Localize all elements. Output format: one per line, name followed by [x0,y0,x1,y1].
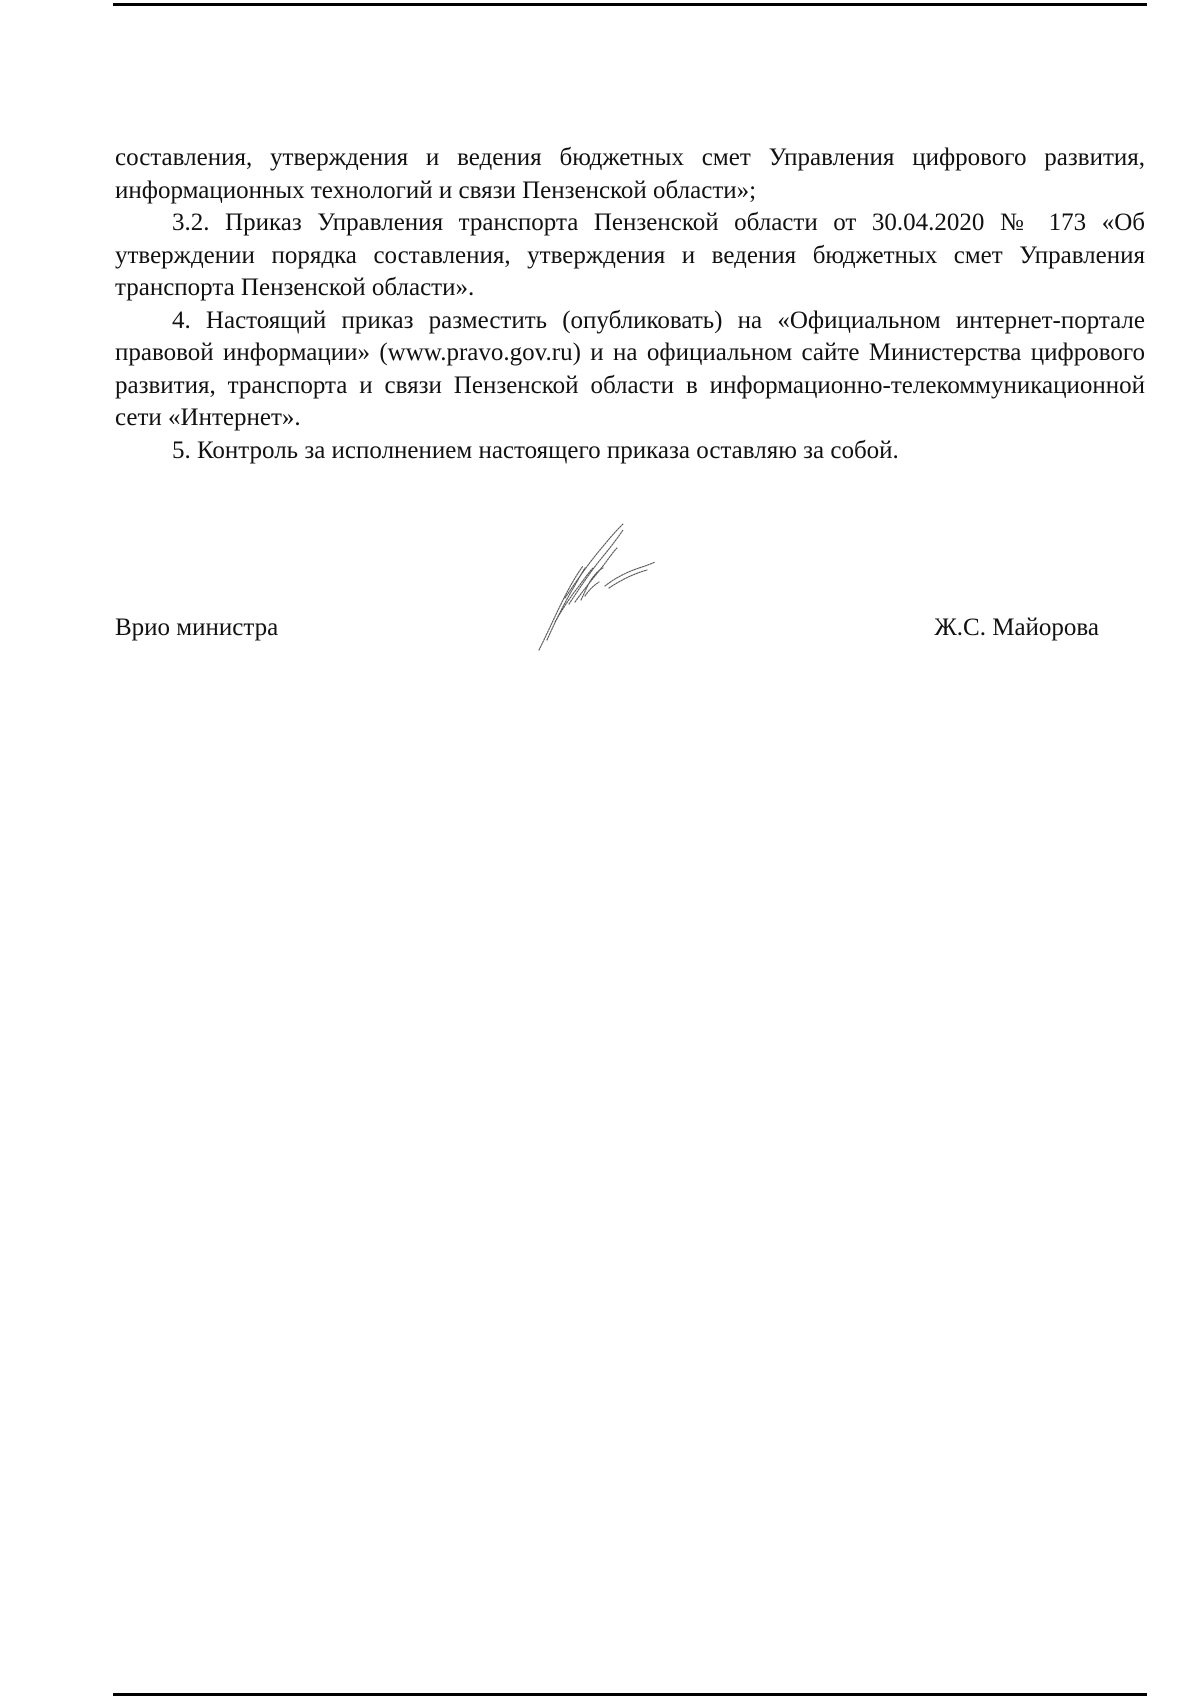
bottom-rule [113,1693,1147,1696]
handwritten-signature [535,522,660,652]
top-rule [113,3,1147,6]
paragraph-item-3-2: 3.2. Приказ Управления транспорта Пензенской области от 30.04.2020 № 173 «Об утверждении порядка составления, утверждения и ведения бюджетных смет Управления транспорта Пензенской области». [115,209,1145,301]
document-body [115,142,1145,467]
paragraph-item-5: 5. Контроль за исполнением настоящего приказа оставляю за собой. [172,436,899,464]
signer-name: Ж.С. Майорова [934,614,1099,641]
paragraph-item-4: 4. Настоящий приказ разместить (опубликовать) на «Официальном интернет-портале правовой информации» (www.pravo.gov.ru) и на официальном сайте Министерства цифрового развития, транспорта и связи Пензенской области в информационно-телекоммуникационной сети «Интернет». [115,306,1145,431]
paragraph-continuation: составления, утверждения и ведения бюджетных смет Управления цифрового развития, информационных технологий и связи Пензенской области»; [115,144,1145,204]
signer-position: Врио министра [115,614,279,641]
